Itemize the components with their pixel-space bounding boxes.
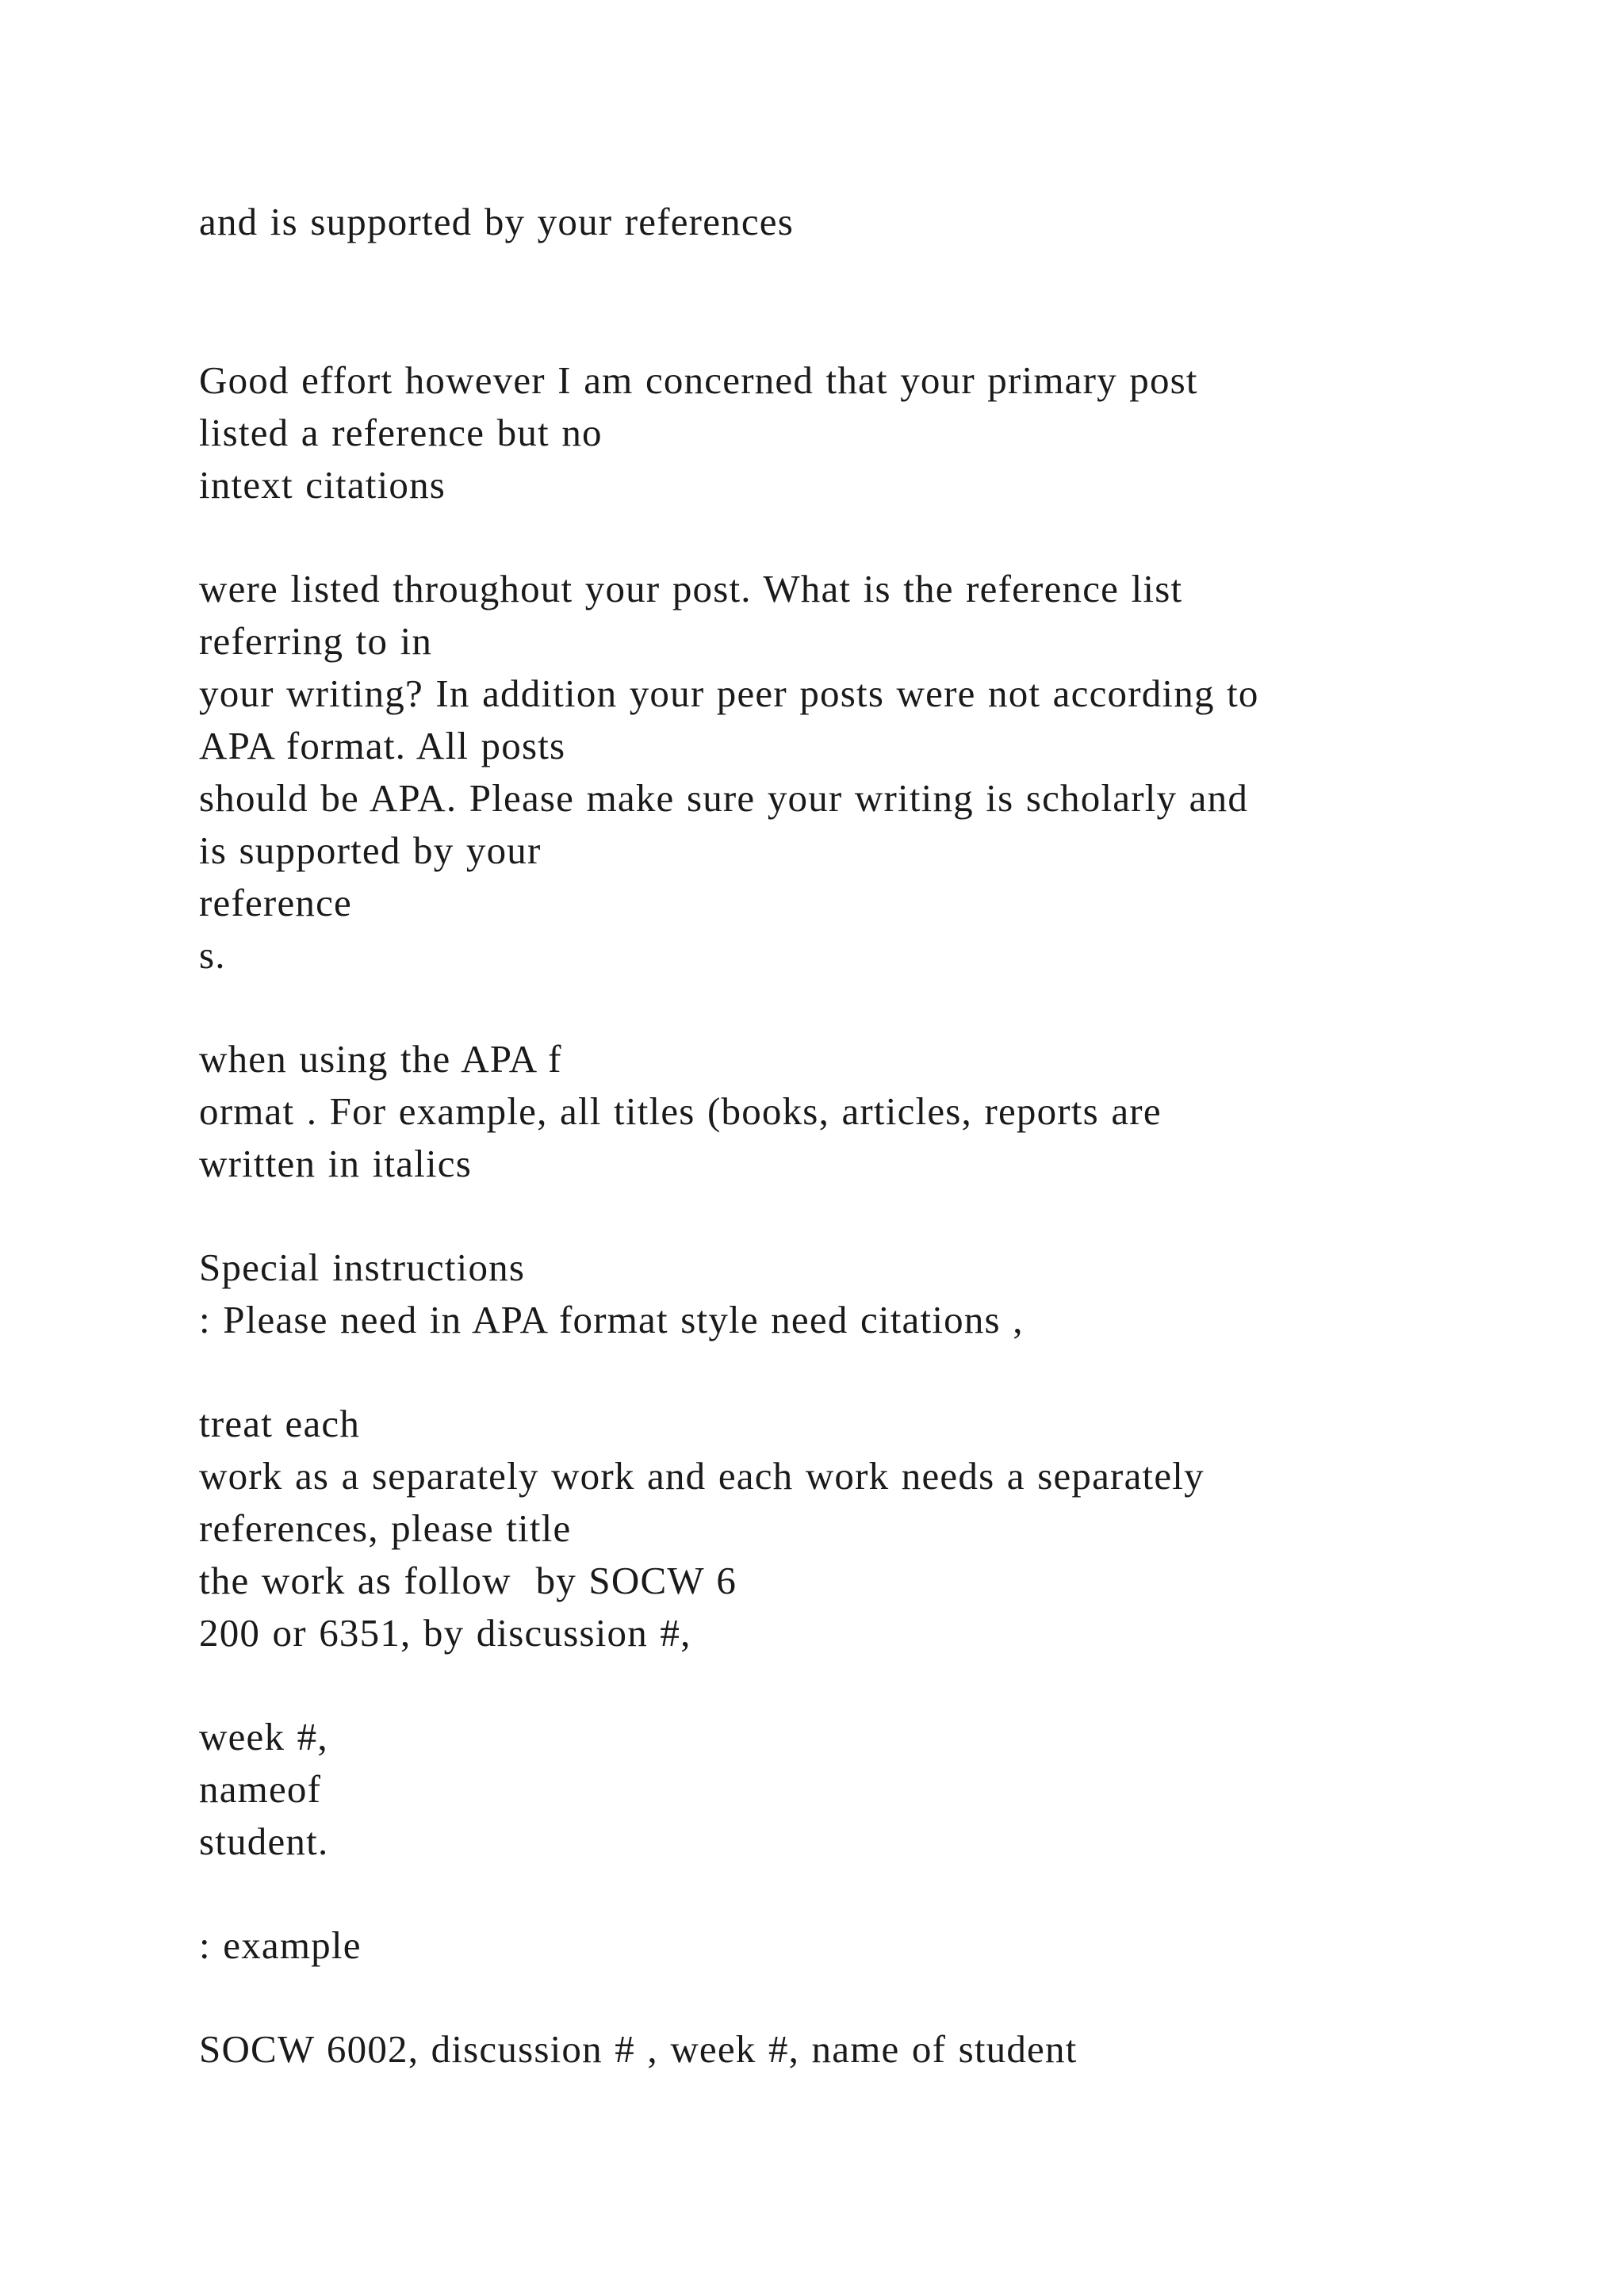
text-line: ormat . For example, all titles (books, articles, reports are	[199, 1089, 1162, 1133]
text-line: work as a separately work and each work needs a separately	[199, 1454, 1205, 1498]
text-line: listed a reference but no	[199, 411, 603, 454]
text-line: 200 or 6351, by discussion #,	[199, 1611, 691, 1655]
text-line: APA format. All posts	[199, 724, 566, 767]
text-line: your writing? In addition your peer posts were not according to	[199, 672, 1259, 715]
text-line: student.	[199, 1820, 329, 1863]
text-line: referring to in	[199, 619, 433, 663]
text-line: and is supported by your references	[199, 200, 795, 243]
text-line: week #,	[199, 1715, 328, 1758]
text-line: references, please title	[199, 1506, 572, 1550]
text-line: Special instructions	[199, 1246, 526, 1289]
text-line: should be APA. Please make sure your writing is scholarly and	[199, 776, 1249, 820]
text-line: treat each	[199, 1402, 361, 1445]
text-line: written in italics	[199, 1142, 473, 1185]
text-line: Good effort however I am concerned that your primary post	[199, 358, 1198, 402]
text-line: the work as follow by SOCW 6	[199, 1559, 737, 1602]
text-line: SOCW 6002, discussion # , week #, name of student	[199, 2027, 1078, 2071]
text-line: : example	[199, 1923, 362, 1967]
text-line: reference	[199, 881, 352, 924]
text-line: were listed throughout your post. What is the reference list	[199, 567, 1183, 610]
text-line: is supported by your	[199, 828, 542, 872]
text-line: when using the APA f	[199, 1037, 562, 1081]
text-line: nameof	[199, 1767, 322, 1811]
text-line: : Please need in APA format style need citations ,	[199, 1298, 1024, 1341]
text-line: intext citations	[199, 463, 446, 507]
text-line: s.	[199, 933, 226, 977]
